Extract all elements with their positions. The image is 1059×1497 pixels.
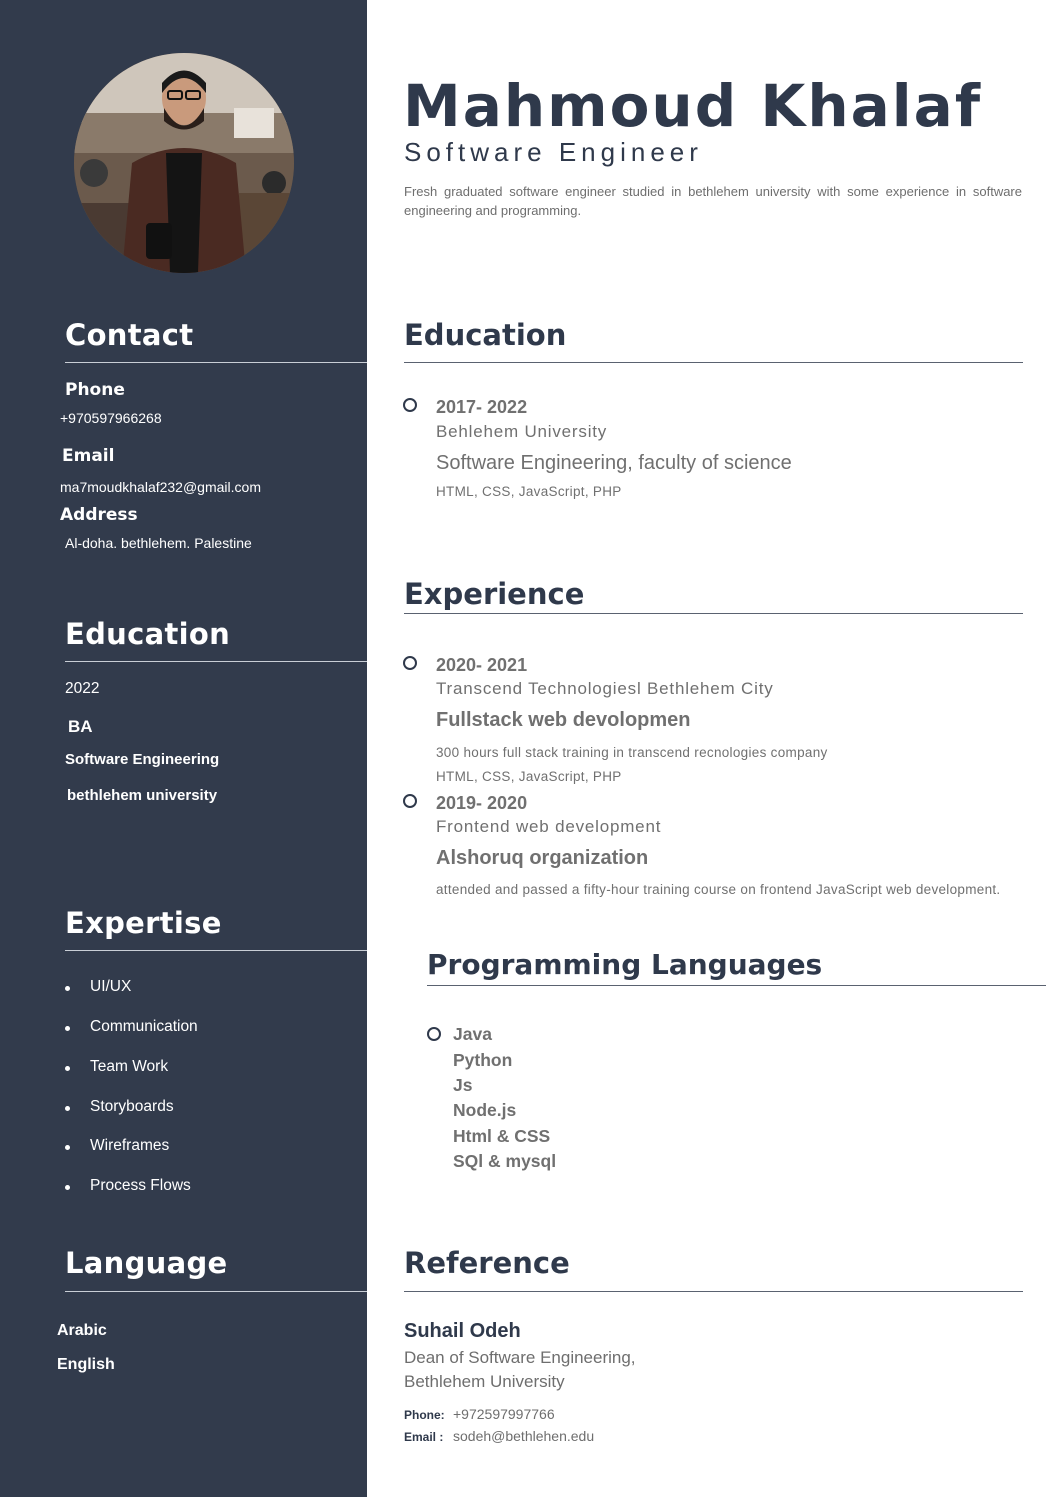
education-heading: Education xyxy=(404,318,567,352)
reference-institution: Bethlehem University xyxy=(404,1372,565,1391)
expertise-item: UI/UX xyxy=(90,978,132,995)
programming-item: Js xyxy=(453,1075,473,1095)
experience-org: Transcend Technologiesl Bethlehem City xyxy=(436,679,774,698)
bullet-icon xyxy=(65,1066,70,1071)
person-name: Mahmoud Khalaf xyxy=(403,72,983,140)
programming-item: Java xyxy=(453,1024,492,1044)
language-item: English xyxy=(57,1356,115,1373)
programming-item: Node.js xyxy=(453,1100,517,1120)
contact-divider xyxy=(65,362,367,363)
reference-email: sodeh@bethlehen.edu xyxy=(453,1428,595,1444)
experience-heading: Experience xyxy=(404,577,585,611)
timeline-circle-icon xyxy=(403,398,417,412)
experience-title: Fullstack web devolopmen xyxy=(436,709,691,731)
sidebar-education-heading: Education xyxy=(65,617,231,651)
expertise-item: Team Work xyxy=(90,1058,169,1075)
education-year: 2022 xyxy=(65,680,100,697)
programming-item: SQl & mysql xyxy=(453,1151,557,1171)
reference-email-label: Email : xyxy=(404,1430,444,1444)
experience-skills: HTML, CSS, JavaScript, PHP xyxy=(436,769,622,784)
profile-photo xyxy=(74,53,294,273)
programming-divider xyxy=(427,985,1046,986)
experience-divider xyxy=(404,613,1023,614)
bullet-icon xyxy=(65,1026,70,1031)
education-divider xyxy=(404,362,1023,363)
programming-item: Python xyxy=(453,1050,513,1070)
language-item: Arabic xyxy=(57,1322,107,1339)
education-school: Behlehem University xyxy=(436,422,608,441)
email-value: ma7moudkhalaf232@gmail.com xyxy=(60,479,261,495)
sidebar-education-divider xyxy=(65,661,367,662)
timeline-circle-icon xyxy=(403,656,417,670)
reference-divider xyxy=(404,1291,1023,1292)
experience-period: 2020- 2021 xyxy=(436,655,528,675)
phone-value: +970597966268 xyxy=(60,410,162,426)
timeline-circle-icon xyxy=(403,794,417,808)
address-label: Address xyxy=(60,505,138,525)
email-label: Email xyxy=(62,446,115,466)
reference-position: Dean of Software Engineering, xyxy=(404,1348,636,1367)
reference-phone: +972597997766 xyxy=(453,1406,555,1422)
expertise-item: Communication xyxy=(90,1018,198,1035)
education-skills: HTML, CSS, JavaScript, PHP xyxy=(436,484,622,499)
education-school: bethlehem university xyxy=(67,787,218,804)
bullet-icon xyxy=(65,1145,70,1150)
experience-title: Alshoruq organization xyxy=(436,847,649,869)
education-period: 2017- 2022 xyxy=(436,397,528,417)
reference-heading: Reference xyxy=(404,1246,570,1280)
language-heading: Language xyxy=(65,1246,228,1280)
education-degree: BA xyxy=(68,717,93,736)
expertise-item: Storyboards xyxy=(90,1098,174,1115)
expertise-item: Process Flows xyxy=(90,1177,191,1194)
experience-desc: 300 hours full stack training in transcend recnologies company xyxy=(436,745,828,760)
experience-desc: attended and passed a fifty-hour training course on frontend JavaScript web development. xyxy=(436,882,1001,897)
job-title: Software Engineer xyxy=(404,137,703,167)
address-value: Al-doha. bethlehem. Palestine xyxy=(65,535,252,551)
timeline-circle-icon xyxy=(427,1027,441,1041)
experience-period: 2019- 2020 xyxy=(436,793,528,813)
bullet-icon xyxy=(65,1106,70,1111)
expertise-heading: Expertise xyxy=(65,906,222,940)
programming-heading: Programming Languages xyxy=(427,948,823,981)
phone-label: Phone xyxy=(65,380,125,400)
reference-name: Suhail Odeh xyxy=(404,1320,521,1342)
expertise-item: Wireframes xyxy=(90,1137,170,1154)
contact-heading: Contact xyxy=(65,318,194,352)
education-major: Software Engineering xyxy=(65,751,220,768)
expertise-divider xyxy=(65,950,367,951)
programming-item: Html & CSS xyxy=(453,1126,551,1146)
reference-phone-label: Phone: xyxy=(404,1408,445,1422)
experience-org: Frontend web development xyxy=(436,817,662,836)
bullet-icon xyxy=(65,986,70,991)
bullet-icon xyxy=(65,1185,70,1190)
education-degree: Software Engineering, faculty of science xyxy=(436,452,792,474)
language-divider xyxy=(65,1291,367,1292)
profile-summary: Fresh graduated software engineer studied in bethlehem university with some experience in software engineering and programming. xyxy=(404,184,1022,218)
